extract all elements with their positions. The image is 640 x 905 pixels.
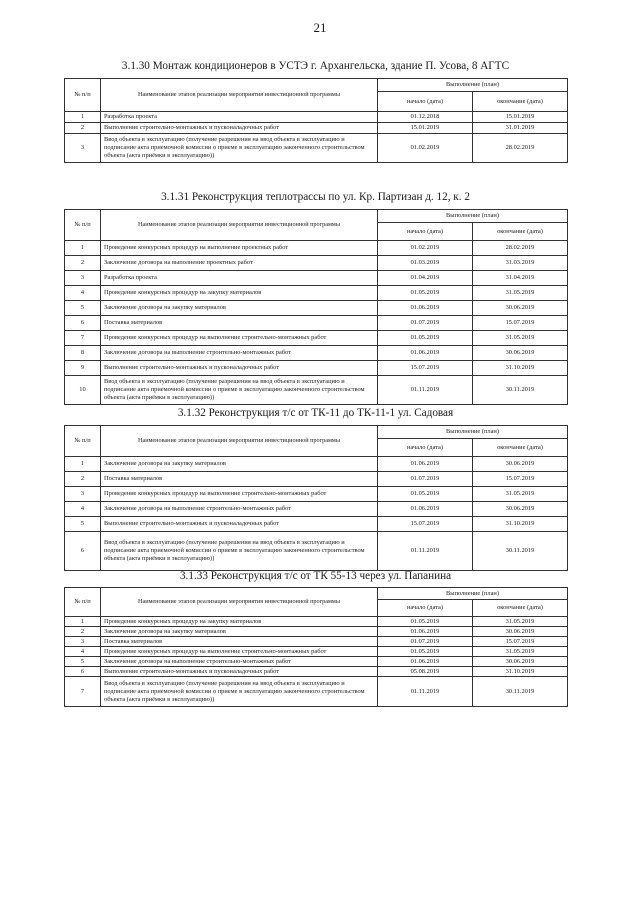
- start-date: 01.06.2019: [378, 457, 473, 472]
- schedule-table: [64, 425, 568, 571]
- header-end-date: окончание (дата): [473, 600, 568, 617]
- section-3-1-31: [64, 189, 567, 405]
- row-number: 5: [65, 517, 101, 532]
- start-date: 01.06.2019: [378, 346, 473, 361]
- header-execution-plan: Выполнение (план): [378, 79, 568, 92]
- table-row: [65, 472, 568, 487]
- start-date: 01.07.2019: [378, 472, 473, 487]
- row-number: 6: [65, 667, 101, 677]
- header-end-date: окончание (дата): [473, 439, 568, 457]
- section-3-1-33: [64, 569, 567, 707]
- end-date: 30.06.2019: [473, 502, 568, 517]
- end-date: 31.05.2019: [473, 286, 568, 301]
- header-stage-name: Наименование этапов реализации мероприятия инвестиционной программы: [101, 210, 378, 241]
- start-date: 01.05.2019: [378, 487, 473, 502]
- header-execution-plan: Выполнение (план): [378, 210, 568, 223]
- start-date: 01.12.2018: [378, 112, 473, 123]
- row-number: 6: [65, 532, 101, 571]
- end-date: 30.06.2019: [473, 657, 568, 667]
- row-number: 6: [65, 316, 101, 331]
- row-number: 4: [65, 647, 101, 657]
- start-date: 01.07.2019: [378, 637, 473, 647]
- row-number: 2: [65, 256, 101, 271]
- table-row: [65, 376, 568, 405]
- header-start-date: начало (дата): [378, 223, 473, 241]
- row-number: 8: [65, 346, 101, 361]
- table-row: [65, 316, 568, 331]
- start-date: 15.07.2019: [378, 517, 473, 532]
- table-row: [65, 271, 568, 286]
- start-date: 15.01.2019: [378, 123, 473, 134]
- end-date: 31.05.2019: [473, 647, 568, 657]
- row-number: 1: [65, 617, 101, 627]
- table-row: [65, 361, 568, 376]
- row-number: 4: [65, 502, 101, 517]
- start-date: 01.07.2019: [378, 316, 473, 331]
- header-end-date: окончание (дата): [473, 223, 568, 241]
- table-row: [65, 657, 568, 667]
- start-date: 15.07.2019: [378, 361, 473, 376]
- header-num: № п/п: [65, 79, 101, 112]
- row-number: 2: [65, 472, 101, 487]
- header-num: № п/п: [65, 588, 101, 617]
- end-date: 15.07.2019: [473, 316, 568, 331]
- schedule-table: [64, 209, 568, 405]
- start-date: 01.04.2019: [378, 271, 473, 286]
- row-number: 3: [65, 134, 101, 163]
- start-date: 01.11.2019: [378, 677, 473, 707]
- row-number: 4: [65, 286, 101, 301]
- end-date: 30.11.2019: [473, 532, 568, 571]
- table-row: [65, 123, 568, 134]
- header-num: № п/п: [65, 426, 101, 457]
- stage-name: Поставка материалов: [101, 637, 378, 647]
- start-date: 01.11.2019: [378, 376, 473, 405]
- end-date: 30.06.2019: [473, 627, 568, 637]
- end-date: 15.01.2019: [473, 112, 568, 123]
- row-number: 2: [65, 627, 101, 637]
- table-row: [65, 637, 568, 647]
- stage-name: Проведение конкурсных процедур на выполнение строительно-монтажных работ: [101, 487, 378, 502]
- start-date: 01.11.2019: [378, 532, 473, 571]
- table-row: [65, 677, 568, 707]
- table-row: [65, 301, 568, 316]
- table-row: [65, 627, 568, 637]
- end-date: 31.10.2019: [473, 517, 568, 532]
- row-number: 1: [65, 457, 101, 472]
- start-date: 01.06.2019: [378, 657, 473, 667]
- section-3-1-32: [64, 406, 567, 571]
- stage-name: Проведение конкурсных процедур на выполнение строительно-монтажных работ: [101, 331, 378, 346]
- table-row: [65, 457, 568, 472]
- start-date: 01.05.2019: [378, 647, 473, 657]
- stage-name: Поставка материалов: [101, 316, 378, 331]
- stage-name: Проведение конкурсных процедур на выполнение проектных работ: [101, 241, 378, 256]
- end-date: 31.10.2019: [473, 361, 568, 376]
- row-number: 3: [65, 637, 101, 647]
- start-date: 01.05.2019: [378, 617, 473, 627]
- section-title: 3.1.31 Реконструкция теплотрассы по ул. Кр. Партизан д. 12, к. 2: [161, 191, 470, 203]
- end-date: 28.02.2019: [473, 241, 568, 256]
- end-date: 30.06.2019: [473, 301, 568, 316]
- header-end-date: окончание (дата): [473, 92, 568, 112]
- header-execution-plan: Выполнение (план): [378, 426, 568, 439]
- row-number: 1: [65, 112, 101, 123]
- header-start-date: начало (дата): [378, 439, 473, 457]
- row-number: 7: [65, 677, 101, 707]
- table-row: [65, 617, 568, 627]
- section-title: 3.1.32 Реконструкция т/с от ТК-11 до ТК-11-1 ул. Садовая: [177, 407, 454, 419]
- table-row: [65, 667, 568, 677]
- stage-name: Ввод объекта в эксплуатацию (получение разрешения на ввод объекта в эксплуатацию и подписание акта приемочной комиссии о приеме в эксплуатацию законченного строительством объекта (акта приёмки в эксплуатацию)): [101, 134, 378, 163]
- end-date: 31.10.2019: [473, 667, 568, 677]
- stage-name: Ввод объекта в эксплуатацию (получение разрешения на ввод объекта в эксплуатацию и подписание акта приемочной комиссии о приеме в эксплуатацию законченного строительством объекта (акта приёмки в эксплуатацию)): [101, 532, 378, 571]
- start-date: 01.06.2019: [378, 502, 473, 517]
- table-row: [65, 532, 568, 571]
- start-date: 01.05.2019: [378, 331, 473, 346]
- stage-name: Заключение договора на выполнение строительно-монтажных работ: [101, 346, 378, 361]
- end-date: 31.05.2019: [473, 487, 568, 502]
- stage-name: Заключение договора на выполнение строительно-монтажных работ: [101, 502, 378, 517]
- table-row: [65, 112, 568, 123]
- row-number: 1: [65, 241, 101, 256]
- end-date: 28.02.2019: [473, 134, 568, 163]
- page-number: 21: [313, 20, 327, 35]
- section-title: 3.1.30 Монтаж кондиционеров в УСТЭ г. Архангельска, здание П. Усова, 8 АГТС: [121, 60, 510, 72]
- end-date: 15.07.2019: [473, 472, 568, 487]
- stage-name: Поставка материалов: [101, 472, 378, 487]
- table-row: [65, 331, 568, 346]
- end-date: 30.06.2019: [473, 457, 568, 472]
- table-row: [65, 134, 568, 163]
- table-row: [65, 647, 568, 657]
- header-stage-name: Наименование этапов реализации мероприятия инвестиционной программы: [101, 79, 378, 112]
- stage-name: Разработка проекта: [101, 112, 378, 123]
- stage-name: Разработка проекта: [101, 271, 378, 286]
- stage-name: Заключение договора на закупку материалов: [101, 457, 378, 472]
- row-number: 3: [65, 271, 101, 286]
- end-date: 31.05.2019: [473, 617, 568, 627]
- section-title: 3.1.33 Реконструкция т/с от ТК 55-13 через ул. Папанина: [179, 570, 452, 582]
- end-date: 31.04.2019: [473, 271, 568, 286]
- stage-name: Проведение конкурсных процедур на выполнение строительно-монтажных работ: [101, 647, 378, 657]
- end-date: 31.03.2019: [473, 256, 568, 271]
- header-execution-plan: Выполнение (план): [378, 588, 568, 600]
- row-number: 9: [65, 361, 101, 376]
- stage-name: Проведение конкурсных процедур на закупку материалов: [101, 286, 378, 301]
- end-date: 30.11.2019: [473, 376, 568, 405]
- stage-name: Ввод объекта в эксплуатацию (получение разрешения на ввод объекта в эксплуатацию и подписание акта приемочной комиссии о приеме в эксплуатацию законченного строительством объекта (акта приёмки в эксплуатацию)): [101, 376, 378, 405]
- schedule-table: [64, 587, 568, 707]
- header-num: № п/п: [65, 210, 101, 241]
- table-row: [65, 286, 568, 301]
- row-number: 2: [65, 123, 101, 134]
- row-number: 5: [65, 657, 101, 667]
- stage-name: Выполнение строительно-монтажных и пусконаладочных работ: [101, 123, 378, 134]
- start-date: 01.02.2019: [378, 241, 473, 256]
- header-stage-name: Наименование этапов реализации мероприятия инвестиционной программы: [101, 588, 378, 617]
- stage-name: Выполнение строительно-монтажных и пусконаладочных работ: [101, 361, 378, 376]
- table-row: [65, 256, 568, 271]
- stage-name: Выполнение строительно-монтажных и пусконаладочных работ: [101, 517, 378, 532]
- stage-name: Заключение договора на закупку материалов: [101, 627, 378, 637]
- start-date: 01.02.2019: [378, 134, 473, 163]
- stage-name: Ввод объекта в эксплуатацию (получение разрешения на ввод объекта в эксплуатацию и подписание акта приемочной комиссии о приеме в эксплуатацию законченного строительством объекта (акта приёмки в эксплуатацию)): [101, 677, 378, 707]
- stage-name: Заключение договора на выполнение проектных работ: [101, 256, 378, 271]
- end-date: 30.11.2019: [473, 677, 568, 707]
- stage-name: Заключение договора на выполнение строительно-монтажных работ: [101, 657, 378, 667]
- end-date: 31.01.2019: [473, 123, 568, 134]
- start-date: 05.08.2019: [378, 667, 473, 677]
- table-row: [65, 241, 568, 256]
- start-date: 01.03.2019: [378, 256, 473, 271]
- header-stage-name: Наименование этапов реализации мероприятия инвестиционной программы: [101, 426, 378, 457]
- table-row: [65, 502, 568, 517]
- stage-name: Выполнение строительно-монтажных и пусконаладочных работ: [101, 667, 378, 677]
- table-row: [65, 487, 568, 502]
- end-date: 15.07.2019: [473, 637, 568, 647]
- stage-name: Проведение конкурсных процедур на закупку материалов: [101, 617, 378, 627]
- start-date: 01.06.2019: [378, 301, 473, 316]
- stage-name: Заключение договора на закупку материалов: [101, 301, 378, 316]
- start-date: 01.05.2019: [378, 286, 473, 301]
- row-number: 7: [65, 331, 101, 346]
- header-start-date: начало (дата): [378, 600, 473, 617]
- table-row: [65, 346, 568, 361]
- row-number: 5: [65, 301, 101, 316]
- start-date: 01.06.2019: [378, 627, 473, 637]
- end-date: 31.05.2019: [473, 331, 568, 346]
- end-date: 30.06.2019: [473, 346, 568, 361]
- table-row: [65, 517, 568, 532]
- row-number: 3: [65, 487, 101, 502]
- section-3-1-30: [64, 58, 567, 163]
- row-number: 10: [65, 376, 101, 405]
- header-start-date: начало (дата): [378, 92, 473, 112]
- schedule-table: [64, 78, 568, 163]
